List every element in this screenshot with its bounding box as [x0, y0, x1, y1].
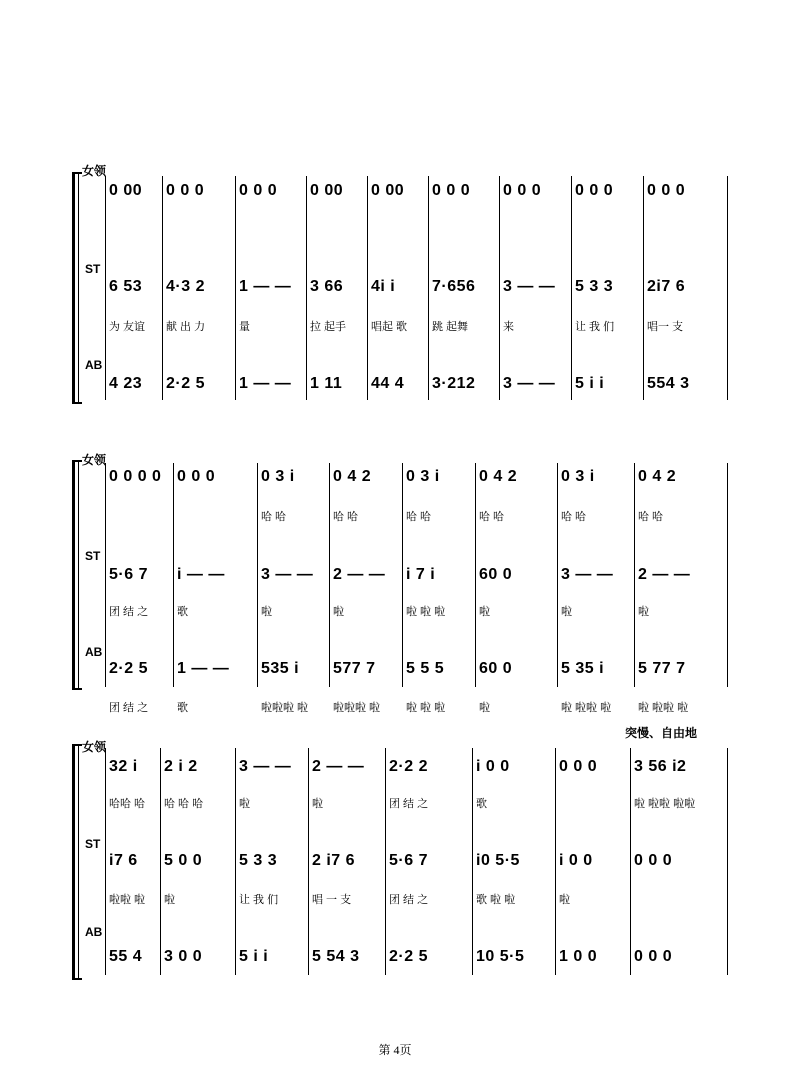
measure-lyrics: 啦 啦 啦: [406, 606, 446, 618]
barline: [727, 463, 728, 687]
measure-notes: 5 54 3: [312, 948, 360, 965]
measure-notes: 0 3 i: [261, 468, 295, 485]
measure-lyrics: 啦: [638, 606, 649, 618]
measure-notes: 5 35 i: [561, 660, 605, 677]
measure-notes: 0 0 0: [634, 948, 673, 965]
measure-lyrics: 啦: [561, 606, 572, 618]
measure-notes: 3 0 0: [164, 948, 203, 965]
measure-lyrics: 啦: [164, 894, 175, 906]
barline: [557, 463, 558, 687]
measure-notes: 0 3 i: [406, 468, 440, 485]
measure-lyrics: 啦 啦啦 啦: [561, 702, 612, 714]
measure-notes: 5 i i: [239, 948, 269, 965]
barline: [162, 176, 163, 400]
measure-notes: 5 77 7: [638, 660, 686, 677]
barline: [173, 463, 174, 687]
measure-notes: 2 — —: [312, 758, 365, 775]
barline: [329, 463, 330, 687]
measure-notes: 3 — —: [503, 278, 556, 295]
system-bracket: [78, 172, 79, 404]
measure-notes: 554 3: [647, 375, 690, 392]
barline: [634, 463, 635, 687]
part-label: 女领: [82, 740, 107, 754]
barline: [385, 748, 386, 975]
measure-notes: 0 0 0: [239, 182, 278, 199]
page-number: 第 4页: [378, 1043, 412, 1057]
barline: [367, 176, 368, 400]
system-brace: [72, 744, 75, 980]
barline: [235, 176, 236, 400]
brace-cap-top: [72, 460, 82, 462]
measure-notes: 2·2 2: [389, 758, 428, 775]
measure-notes: 3·212: [432, 375, 476, 392]
barline: [643, 176, 644, 400]
measure-notes: 3 — —: [261, 566, 314, 583]
measure-lyrics: 啦: [261, 606, 272, 618]
measure-lyrics: 哈 哈: [406, 511, 432, 523]
measure-notes: 1 — —: [239, 375, 292, 392]
measure-lyrics: 让 我 们: [575, 321, 615, 333]
barline: [727, 748, 728, 975]
barline: [235, 748, 236, 975]
measure-notes: 0 4 2: [333, 468, 372, 485]
measure-notes: 0 0 0 0: [109, 468, 162, 485]
system-bracket: [78, 460, 79, 690]
measure-notes: 55 4: [109, 948, 143, 965]
measure-notes: 577 7: [333, 660, 376, 677]
measure-lyrics: 为 友谊: [109, 321, 146, 333]
measure-notes: 0 00: [371, 182, 405, 199]
measure-lyrics: 哈 哈: [333, 511, 359, 523]
system-brace: [72, 460, 75, 690]
measure-lyrics: 歌: [177, 606, 188, 618]
measure-lyrics: 唱 一 支: [312, 894, 352, 906]
barline: [475, 463, 476, 687]
measure-notes: 535 i: [261, 660, 300, 677]
measure-lyrics: 哈哈 哈: [109, 798, 146, 810]
tempo-expression: 突慢、自由地: [625, 726, 698, 740]
part-label: AB: [85, 645, 103, 659]
measure-notes: 0 00: [310, 182, 344, 199]
measure-lyrics: 拉 起手: [310, 321, 347, 333]
measure-notes: 0 0 0: [432, 182, 471, 199]
measure-lyrics: 歌: [177, 702, 188, 714]
measure-notes: 3 56 i2: [634, 758, 687, 775]
measure-lyrics: 啦: [479, 606, 490, 618]
barline: [499, 176, 500, 400]
barline: [428, 176, 429, 400]
measure-notes: 4 23: [109, 375, 143, 392]
part-label: ST: [85, 837, 101, 851]
measure-lyrics: 啦: [559, 894, 570, 906]
measure-notes: 5 5 5: [406, 660, 445, 677]
measure-lyrics: 啦 啦啦 啦: [638, 702, 689, 714]
measure-notes: i 0 0: [476, 758, 510, 775]
measure-lyrics: 献 出 力: [166, 321, 206, 333]
barline: [306, 176, 307, 400]
barline: [472, 748, 473, 975]
measure-notes: 2 — —: [638, 566, 691, 583]
measure-notes: 1 — —: [177, 660, 230, 677]
measure-notes: 3 66: [310, 278, 344, 295]
barline: [555, 748, 556, 975]
measure-notes: 5 i i: [575, 375, 605, 392]
measure-notes: i 0 0: [559, 852, 593, 869]
measure-notes: 5·6 7: [109, 566, 148, 583]
measure-notes: 10 5·5: [476, 948, 525, 965]
measure-lyrics: 啦 啦 啦: [406, 702, 446, 714]
measure-lyrics: 团 结 之: [109, 606, 149, 618]
system-brace: [72, 172, 75, 404]
measure-lyrics: 啦: [312, 798, 323, 810]
measure-lyrics: 团 结 之: [389, 894, 429, 906]
barline: [105, 176, 106, 400]
measure-notes: 2 — —: [333, 566, 386, 583]
measure-notes: 3 — —: [503, 375, 556, 392]
measure-notes: 0 0 0: [559, 758, 598, 775]
measure-notes: 2·2 5: [166, 375, 205, 392]
measure-notes: i0 5·5: [476, 852, 520, 869]
measure-lyrics: 跳 起舞: [432, 321, 469, 333]
measure-notes: 2·2 5: [109, 660, 148, 677]
barline: [105, 463, 106, 687]
measure-notes: 3 — —: [561, 566, 614, 583]
barline: [308, 748, 309, 975]
measure-notes: 5 3 3: [575, 278, 614, 295]
measure-notes: 6 53: [109, 278, 143, 295]
barline: [630, 748, 631, 975]
measure-notes: 2i7 6: [647, 278, 686, 295]
measure-lyrics: 啦 啦啦 啦啦: [634, 798, 696, 810]
measure-notes: 4·3 2: [166, 278, 205, 295]
measure-lyrics: 歌: [476, 798, 487, 810]
measure-notes: 5 0 0: [164, 852, 203, 869]
measure-notes: 7·656: [432, 278, 476, 295]
measure-lyrics: 哈 哈: [561, 511, 587, 523]
measure-notes: 5·6 7: [389, 852, 428, 869]
measure-notes: 0 0 0: [575, 182, 614, 199]
barline: [160, 748, 161, 975]
brace-cap-top: [72, 172, 82, 174]
part-label: AB: [85, 358, 103, 372]
measure-notes: 0 0 0: [503, 182, 542, 199]
measure-lyrics: 唱起 歌: [371, 321, 408, 333]
measure-lyrics: 哈 哈: [261, 511, 287, 523]
barline: [571, 176, 572, 400]
measure-lyrics: 来: [503, 321, 514, 333]
measure-lyrics: 哈 哈 哈: [164, 798, 204, 810]
measure-notes: 0 00: [109, 182, 143, 199]
measure-notes: 32 i: [109, 758, 138, 775]
measure-notes: 1 — —: [239, 278, 292, 295]
measure-notes: 0 3 i: [561, 468, 595, 485]
measure-notes: 5 3 3: [239, 852, 278, 869]
measure-lyrics: 哈 哈: [479, 511, 505, 523]
part-label: ST: [85, 262, 101, 276]
brace-cap-bottom: [72, 688, 82, 690]
measure-lyrics: 啦啦啦 啦: [261, 702, 309, 714]
part-label: 女领: [82, 453, 107, 467]
barline: [727, 176, 728, 400]
barline: [402, 463, 403, 687]
measure-notes: 0 4 2: [638, 468, 677, 485]
measure-notes: 0 0 0: [647, 182, 686, 199]
measure-notes: 1 11: [310, 375, 343, 392]
measure-lyrics: 量: [239, 321, 250, 333]
barline: [105, 748, 106, 975]
measure-lyrics: 哈 哈: [638, 511, 664, 523]
measure-notes: 1 0 0: [559, 948, 598, 965]
measure-notes: 0 4 2: [479, 468, 518, 485]
measure-lyrics: 唱一 支: [647, 321, 684, 333]
measure-notes: 0 0 0: [166, 182, 205, 199]
part-label: 女领: [82, 164, 107, 178]
measure-notes: 2·2 5: [389, 948, 428, 965]
measure-lyrics: 啦啦啦 啦: [333, 702, 381, 714]
part-label: ST: [85, 549, 101, 563]
measure-notes: i — —: [177, 566, 225, 583]
measure-notes: 44 4: [371, 375, 405, 392]
measure-notes: 2 i7 6: [312, 852, 356, 869]
barline: [257, 463, 258, 687]
brace-cap-bottom: [72, 978, 82, 980]
measure-notes: 4i i: [371, 278, 396, 295]
measure-lyrics: 啦: [333, 606, 344, 618]
measure-lyrics: 啦: [239, 798, 250, 810]
measure-notes: 60 0: [479, 660, 513, 677]
measure-lyrics: 啦啦 啦: [109, 894, 146, 906]
measure-notes: 3 — —: [239, 758, 292, 775]
measure-lyrics: 团 结 之: [109, 702, 149, 714]
measure-notes: 2 i 2: [164, 758, 198, 775]
measure-lyrics: 让 我 们: [239, 894, 279, 906]
measure-notes: 0 0 0: [634, 852, 673, 869]
measure-notes: i7 6: [109, 852, 138, 869]
measure-notes: i 7 i: [406, 566, 436, 583]
brace-cap-bottom: [72, 402, 82, 404]
part-label: AB: [85, 925, 103, 939]
measure-notes: 60 0: [479, 566, 513, 583]
brace-cap-top: [72, 744, 82, 746]
system-bracket: [78, 744, 79, 980]
measure-lyrics: 团 结 之: [389, 798, 429, 810]
measure-lyrics: 啦: [479, 702, 490, 714]
measure-notes: 0 0 0: [177, 468, 216, 485]
measure-lyrics: 歌 啦 啦: [476, 894, 516, 906]
